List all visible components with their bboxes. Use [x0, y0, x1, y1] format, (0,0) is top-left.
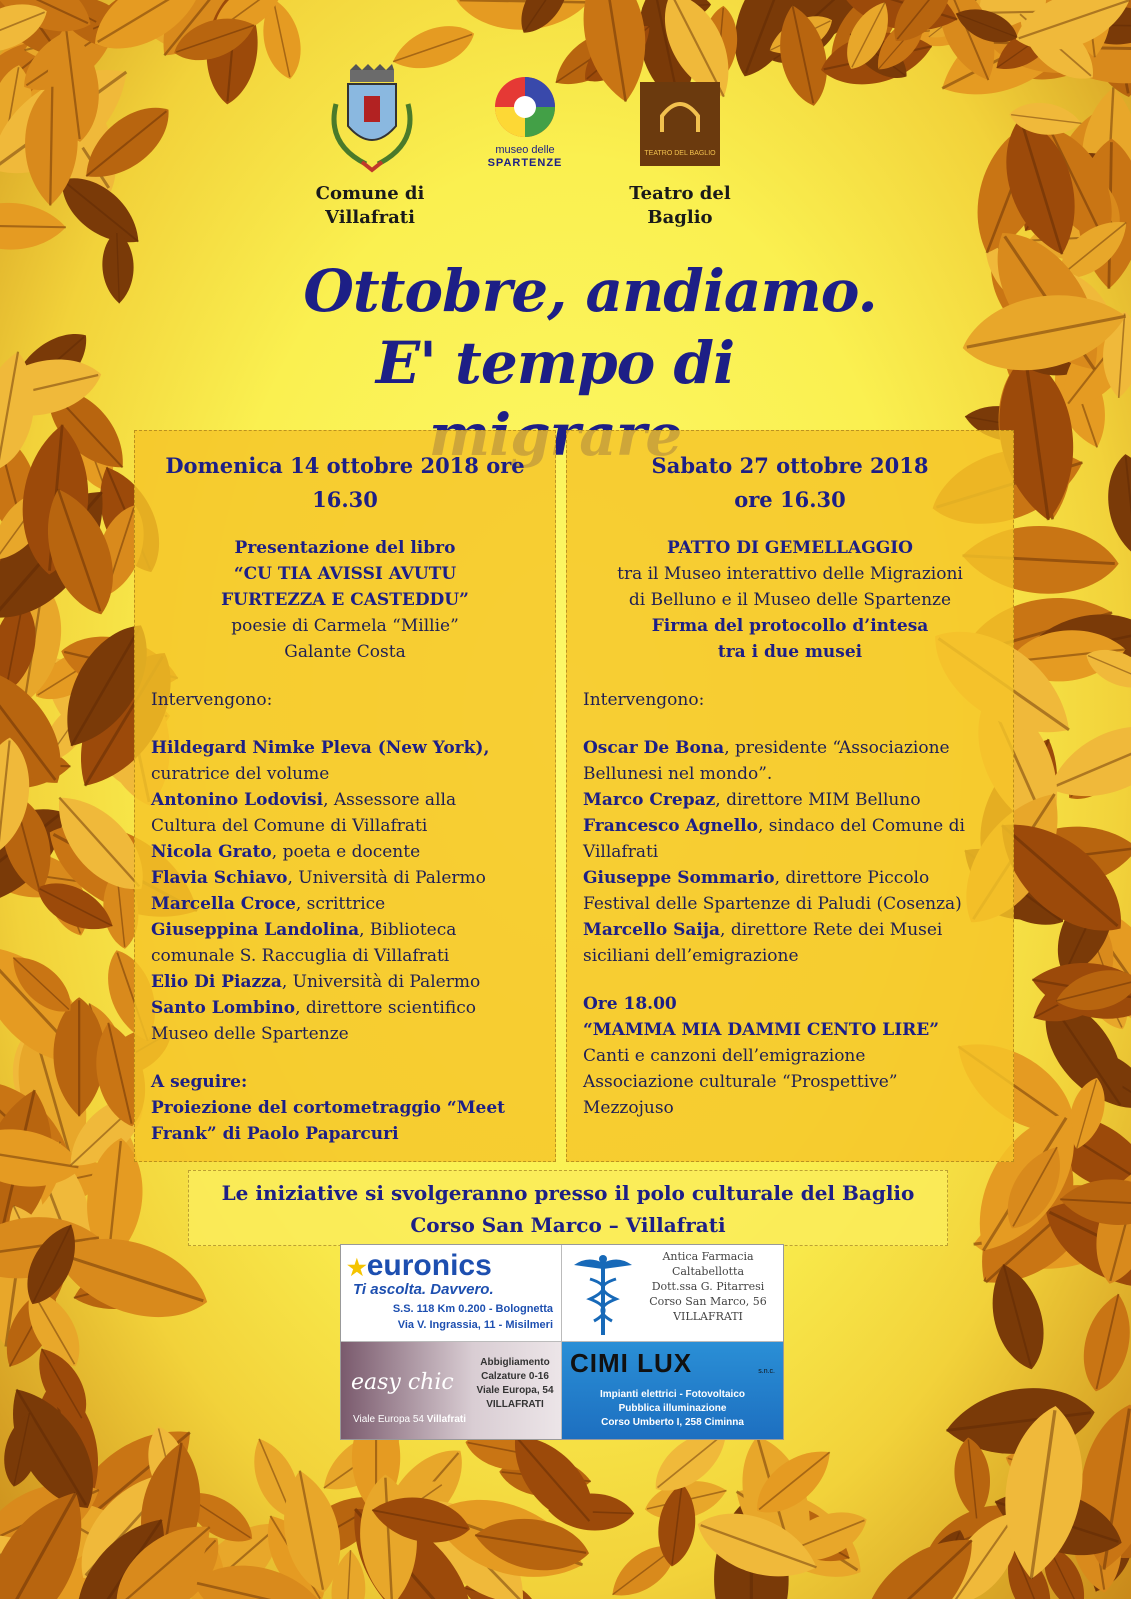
firma-line1: Firma del protocollo d’intesa	[651, 616, 929, 636]
museo-line1: museo delle	[495, 144, 555, 156]
cimilux-suffix: s.n.c.	[758, 1368, 775, 1375]
poesie-line1: poesie di Carmela “Millie”	[231, 616, 459, 636]
cimilux-line3: Corso Umberto I, 258 Ciminna	[601, 1417, 744, 1428]
speaker-row	[583, 917, 997, 943]
easychic-line3: Viale Europa, 54	[476, 1385, 554, 1396]
right-intervengono: Intervengono:	[583, 690, 705, 710]
right-date-line2: ore 16.30	[734, 487, 846, 512]
poesie-line2: Galante Costa	[284, 642, 406, 662]
speaker-row	[151, 813, 539, 839]
left-speakers-list	[151, 735, 539, 1047]
speaker-row	[151, 761, 539, 787]
speaker-name: Francesco Agnello	[583, 816, 758, 836]
right-date-line1: Sabato 27 ottobre 2018	[651, 453, 929, 478]
speaker-row	[151, 995, 539, 1021]
title-line2: E' tempo di	[375, 329, 735, 397]
museo-line2: SPARTENZE	[487, 157, 563, 169]
left-date	[151, 449, 539, 517]
euronics-addr1: S.S. 118 Km 0.200 - Bolognetta	[392, 1303, 553, 1315]
speaker-role: siciliani dell’emigrazione	[583, 946, 799, 966]
venue-line1: Le iniziative si svolgeranno presso il polo culturale del Baglio	[221, 1181, 915, 1205]
speaker-role: comunale S. Raccuglia di Villafrati	[151, 946, 450, 966]
speaker-role: , sindaco del Comune di	[757, 816, 965, 836]
presentation-label: Presentazione del libro	[234, 538, 456, 558]
comune-caption-line2: Villafrati	[325, 207, 415, 228]
teatro-baglio-logo	[640, 82, 720, 166]
speaker-role: , poeta e docente	[271, 842, 421, 862]
easychic-line1: Abbigliamento	[480, 1357, 550, 1368]
speaker-role: , Assessore alla	[323, 790, 457, 810]
book-title-line2: FURTEZZA E CASTEDDU”	[221, 590, 469, 610]
speaker-name: Oscar De Bona	[583, 738, 725, 758]
speaker-row	[151, 865, 539, 891]
speaker-role: , Università di Palermo	[287, 868, 486, 888]
speaker-role: , Università di Palermo	[281, 972, 481, 992]
farmacia-line4: Corso San Marco, 56	[649, 1295, 767, 1308]
farmacia-line1: Antica Farmacia	[662, 1250, 754, 1263]
right-speakers-list	[583, 735, 997, 969]
book-presentation	[151, 535, 539, 665]
speaker-name: Giuseppina Landolina	[151, 920, 360, 940]
easychic-line4: VILLAFRATI	[486, 1399, 544, 1410]
speaker-name: Antonino Lodovisi	[151, 790, 324, 810]
leaf-shape	[1103, 452, 1131, 558]
speaker-role: Bellunesi nel mondo”.	[583, 764, 773, 784]
speaker-name: Flavia Schiavo	[151, 868, 288, 888]
speaker-name: Hildegard Nimke Pleva (New York),	[151, 738, 490, 758]
event-panel-october-14	[134, 430, 556, 1162]
leaf-shape	[0, 202, 66, 251]
speaker-role: , direttore MIM Belluno	[715, 790, 921, 810]
cimilux-line2: Pubblica illuminazione	[618, 1403, 727, 1414]
speaker-name: Elio Di Piazza	[151, 972, 282, 992]
speaker-row	[151, 735, 539, 761]
following-line2: Frank” di Paolo Paparcuri	[151, 1124, 399, 1144]
speaker-name: Nicola Grato	[151, 842, 272, 862]
show-title: “MAMMA MIA DAMMI CENTO LIRE”	[583, 1020, 940, 1040]
easychic-brand: easy chic	[351, 1370, 454, 1395]
speaker-name: Santo Lombino	[151, 998, 296, 1018]
speaker-row	[151, 943, 539, 969]
sponsor-farmacia	[562, 1245, 783, 1342]
show-section	[583, 991, 997, 1121]
speaker-role: curatrice del volume	[151, 764, 330, 784]
star-icon: ★	[347, 1255, 367, 1280]
left-date-line1: Domenica 14 ottobre 2018 ore	[165, 453, 525, 478]
speaker-row	[151, 891, 539, 917]
speaker-row	[151, 839, 539, 865]
speaker-name: Marcello Saija	[583, 920, 721, 940]
farmacia-line5: VILLAFRATI	[673, 1310, 743, 1323]
museo-spartenze-logo	[487, 74, 563, 172]
speaker-role: , Biblioteca	[359, 920, 457, 940]
speaker-row	[583, 761, 997, 787]
venue-box	[188, 1170, 948, 1246]
show-time: Ore 18.00	[583, 994, 677, 1014]
cimilux-brand: CIMI LUX	[570, 1348, 693, 1378]
speaker-role: Museo delle Spartenze	[151, 1024, 349, 1044]
sponsors-grid	[340, 1244, 784, 1440]
patto-title: PATTO DI GEMELLAGGIO	[667, 538, 913, 558]
speaker-role: Villafrati	[583, 842, 659, 862]
easychic-line2: Calzature 0-16	[481, 1371, 549, 1382]
speaker-role: Cultura del Comune di Villafrati	[151, 816, 428, 836]
speaker-row	[151, 917, 539, 943]
comune-caption-line1: Comune di	[315, 183, 425, 204]
speaker-row	[583, 735, 997, 761]
speaker-row	[583, 943, 997, 969]
speaker-row	[583, 891, 997, 917]
leaf-shape	[1075, 1289, 1131, 1396]
speaker-row	[583, 787, 997, 813]
show-line3: Mezzojuso	[583, 1098, 674, 1118]
left-intervengono: Intervengono:	[151, 690, 273, 710]
title-line1: Ottobre, andiamo.	[303, 257, 877, 325]
show-line1: Canti e canzoni dell’emigrazione	[583, 1046, 866, 1066]
euronics-brand: euronics	[366, 1249, 492, 1282]
speaker-name: Marco Crepaz	[583, 790, 716, 810]
speaker-row	[151, 969, 539, 995]
museo-spartenze-icon	[487, 74, 563, 140]
easychic-town: Villafrati	[426, 1414, 467, 1425]
patto-line1: tra il Museo interattivo delle Migrazioni	[617, 564, 963, 584]
cimilux-line1: Impianti elettrici - Fotovoltaico	[599, 1389, 745, 1400]
sponsor-euronics	[341, 1245, 562, 1342]
show-line2: Associazione culturale “Prospettive”	[583, 1072, 898, 1092]
teatro-logo-label: TEATRO DEL BAGLIO	[644, 150, 716, 157]
speaker-row	[151, 787, 539, 813]
speaker-role: , scrittrice	[295, 894, 386, 914]
speaker-role: , direttore Rete dei Musei	[720, 920, 943, 940]
cimilux-brand-box	[570, 1348, 692, 1379]
euronics-addr2: Via V. Ingrassia, 11 - Misilmeri	[397, 1319, 553, 1331]
speaker-role: , direttore Piccolo	[774, 868, 930, 888]
sponsor-cimilux	[562, 1342, 783, 1439]
speaker-role: , direttore scientifico	[295, 998, 476, 1018]
speaker-row	[583, 839, 997, 865]
teatro-caption-line1: Teatro del	[629, 183, 731, 204]
speaker-row	[583, 813, 997, 839]
book-title-line1: “CU TIA AVISSI AVUTU	[233, 564, 457, 584]
event-panel-october-27	[566, 430, 1014, 1162]
left-date-line2: 16.30	[312, 487, 378, 512]
gemellaggio-section	[583, 535, 997, 665]
patto-line2: di Belluno e il Museo delle Spartenze	[628, 590, 952, 610]
following-section	[151, 1069, 539, 1147]
firma-line2: tra i due musei	[717, 642, 863, 662]
comune-crest-icon	[326, 64, 418, 176]
farmacia-line2: Caltabellotta	[671, 1265, 745, 1278]
right-date	[583, 449, 997, 517]
easychic-address: Viale Europa 54	[353, 1414, 424, 1425]
euronics-slogan: Ti ascolta. Davvero.	[353, 1281, 494, 1298]
speaker-row	[151, 1021, 539, 1047]
following-line1: Proiezione del cortometraggio “Meet	[151, 1098, 506, 1118]
speaker-name: Giuseppe Sommario	[583, 868, 775, 888]
following-title: A seguire:	[151, 1072, 248, 1092]
farmacia-line3: Dott.ssa G. Pitarresi	[651, 1280, 765, 1293]
speaker-role: , presidente “Associazione	[724, 738, 950, 758]
sponsor-easychic	[341, 1342, 562, 1439]
arch-icon	[640, 82, 720, 146]
venue-line2: Corso San Marco – Villafrati	[410, 1213, 726, 1237]
speaker-role: Festival delle Spartenze di Paludi (Cosenza)	[583, 894, 962, 914]
speaker-name: Marcella Croce	[151, 894, 296, 914]
speaker-row	[583, 865, 997, 891]
caduceus-icon	[568, 1251, 638, 1337]
teatro-caption-line2: Baglio	[647, 207, 713, 228]
